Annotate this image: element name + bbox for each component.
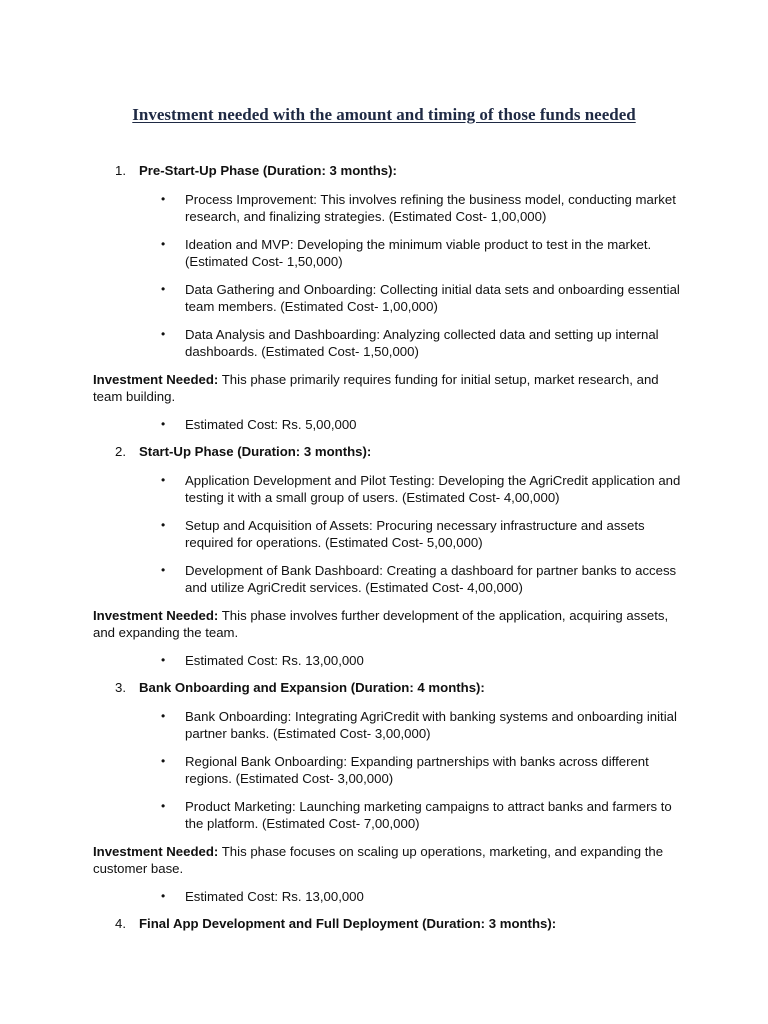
- list-item-text: Ideation and MVP: Developing the minimum viable product to test in the market. (Estimated Cost- 1,50,000): [185, 236, 652, 269]
- list-item-text: Data Gathering and Onboarding: Collecting initial data sets and onboarding essential team members. (Estimated Cost- 1,00,000): [185, 281, 680, 314]
- bullet-icon: •: [161, 888, 166, 903]
- phase-item-list: [161, 191, 683, 361]
- bullet-icon: •: [161, 708, 166, 723]
- phase-heading: [115, 162, 683, 180]
- investment-paragraph: [93, 371, 683, 406]
- document-body: [93, 162, 683, 944]
- estimated-cost-text: Estimated Cost: Rs. 5,00,000: [185, 416, 357, 432]
- investment-text: This phase focuses on scaling up operations, marketing, and expanding the customer base.: [93, 843, 664, 876]
- estimated-cost-text: Estimated Cost: Rs. 13,00,000: [185, 652, 364, 668]
- phase-number: 4.: [115, 916, 126, 931]
- phase-heading: [115, 679, 683, 697]
- investment-paragraph: [93, 607, 683, 642]
- phase-title: Final App Development and Full Deployment (Duration: 3 months):: [139, 916, 557, 931]
- phase-heading: [115, 915, 683, 933]
- estimated-cost-item: [161, 416, 683, 434]
- list-item-text: Bank Onboarding: Integrating AgriCredit with banking systems and onboarding initial partner banks. (Estimated Cost- 3,00,000): [185, 708, 677, 741]
- list-item-text: Data Analysis and Dashboarding: Analyzing collected data and setting up internal dashboards. (Estimated Cost- 1,50,000): [185, 326, 659, 359]
- bullet-icon: •: [161, 326, 166, 341]
- phase-item-list: [161, 472, 683, 597]
- investment-label: Investment Needed:: [93, 843, 219, 859]
- bullet-icon: •: [161, 472, 166, 487]
- bullet-icon: •: [161, 652, 166, 667]
- phase-number: 2.: [115, 444, 126, 459]
- investment-text: This phase involves further development of the application, acquiring assets, and expanding the team.: [93, 607, 669, 640]
- list-item: [161, 472, 683, 507]
- cost-list: [161, 888, 683, 906]
- list-item-text: Product Marketing: Launching marketing campaigns to attract banks and farmers to the platform. (Estimated Cost- 7,00,000): [185, 798, 672, 831]
- list-item: [161, 191, 683, 226]
- list-item-text: Regional Bank Onboarding: Expanding partnerships with banks across different regions. (Estimated Cost- 3,00,000): [185, 753, 649, 786]
- bullet-icon: •: [161, 191, 166, 206]
- list-item: [161, 753, 683, 788]
- estimated-cost-item: [161, 652, 683, 670]
- list-item: [161, 562, 683, 597]
- cost-list: [161, 652, 683, 670]
- list-item-text: Development of Bank Dashboard: Creating a dashboard for partner banks to access and utilize AgriCredit services. (Estimated Cost- 4,00,000): [185, 562, 677, 595]
- list-item: [161, 708, 683, 743]
- list-item-text: Application Development and Pilot Testing: Developing the AgriCredit application and testing it with a small group of users. (Estimated Cost- 4,00,000): [185, 472, 681, 505]
- bullet-icon: •: [161, 753, 166, 768]
- bullet-icon: •: [161, 416, 166, 431]
- list-item: [161, 326, 683, 361]
- document-title: Investment needed with the amount and timing of those funds needed: [132, 105, 636, 124]
- phase-title: Bank Onboarding and Expansion (Duration: 4 months):: [139, 680, 485, 695]
- phase-number: 3.: [115, 680, 126, 695]
- list-item: [161, 517, 683, 552]
- bullet-icon: •: [161, 281, 166, 296]
- list-item-text: Process Improvement: This involves refining the business model, conducting market research, and finalizing strategies. (Estimated Cost- 1,00,000): [185, 191, 676, 224]
- list-item: [161, 281, 683, 316]
- list-item-text: Setup and Acquisition of Assets: Procuring necessary infrastructure and assets required for operations. (Estimated Cost- 5,00,000): [185, 517, 645, 550]
- bullet-icon: •: [161, 236, 166, 251]
- investment-label: Investment Needed:: [93, 607, 219, 623]
- phase-title: Pre-Start-Up Phase (Duration: 3 months):: [139, 163, 397, 178]
- phase-heading: [115, 443, 683, 461]
- investment-paragraph: [93, 843, 683, 878]
- bullet-icon: •: [161, 798, 166, 813]
- cost-list: [161, 416, 683, 434]
- list-item: [161, 798, 683, 833]
- phase-item-list: [161, 708, 683, 833]
- estimated-cost-text: Estimated Cost: Rs. 13,00,000: [185, 888, 364, 904]
- phase-number: 1.: [115, 163, 126, 178]
- investment-text: This phase primarily requires funding for initial setup, market research, and team building.: [93, 371, 659, 404]
- bullet-icon: •: [161, 562, 166, 577]
- bullet-icon: •: [161, 517, 166, 532]
- investment-label: Investment Needed:: [93, 371, 219, 387]
- estimated-cost-item: [161, 888, 683, 906]
- phase-title: Start-Up Phase (Duration: 3 months):: [139, 444, 372, 459]
- list-item: [161, 236, 683, 271]
